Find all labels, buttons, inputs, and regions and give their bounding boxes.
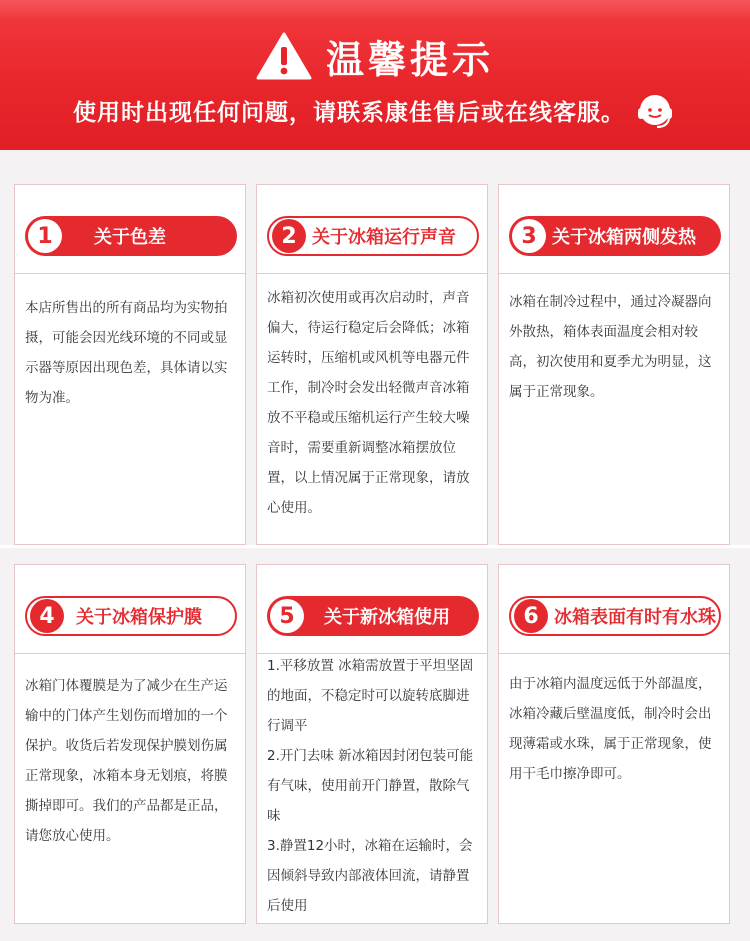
- tip-card-header: [267, 216, 479, 256]
- tip-card-body: 1.平移放置 冰箱需放置于平坦坚固的地面，不稳定时可以旋转底脚进行调平 2.开门去味 新冰箱因封闭包装可能有气味，使用前开门静置，散除气味 3.静置12小时，冰箱在运输时，会因倾斜导致内部液体回流，请静置后使用: [267, 658, 474, 914]
- warning-triangle-icon: [256, 32, 312, 80]
- tip-card-side-heat: [498, 184, 730, 545]
- tip-card-title: 关于冰箱保护膜: [76, 607, 202, 628]
- tip-number-badge: 3: [512, 219, 546, 253]
- banner-subtitle-row: [0, 88, 750, 132]
- tip-number-badge: 1: [28, 219, 62, 253]
- tip-card-header: [25, 216, 237, 256]
- header-banner: [0, 0, 750, 150]
- page-title: 温馨提示: [325, 37, 494, 82]
- tip-card-new-fridge-use: [256, 564, 488, 924]
- tip-number-badge: 2: [272, 219, 306, 253]
- tip-card-body: 冰箱门体覆膜是为了减少在生产运输中的门体产生划伤而增加的一个保护。收货后若发现保护膜划伤属正常现象，冰箱本身无划痕，将膜撕掉即可。我们的产品都是正品，请您放心使用。: [25, 678, 228, 844]
- tip-card-body: 本店所售出的所有商品均为实物拍摄，可能会因光线环境的不同或显示器等原因出现色差，具体请以实物为准。: [25, 300, 228, 406]
- tip-card-body: 冰箱初次使用或再次启动时，声音偏大，待运行稳定后会降低；冰箱运转时，压缩机或风机等电器元件工作，制冷时会发出轻微声音冰箱放不平稳或压缩机运行产生较大噪音时，需要重新调整冰箱摆放位置，以上情况属于正常现象，请放心使用。: [267, 290, 470, 516]
- tip-card-header: [25, 596, 237, 636]
- customer-service-headset-icon: [633, 88, 677, 132]
- tip-card-header: [267, 596, 479, 636]
- card-divider: [499, 273, 729, 274]
- card-divider: [15, 273, 245, 274]
- tip-card-surface-water: [498, 564, 730, 924]
- tip-card-title: 关于冰箱运行声音: [312, 227, 456, 248]
- page-subtitle: 使用时出现任何问题，请联系康佳售后或在线客服。: [73, 99, 625, 126]
- tip-number-badge: 4: [30, 599, 64, 633]
- tip-card-running-noise: [256, 184, 488, 545]
- tip-card-title: 冰箱表面有时有水珠: [554, 607, 716, 628]
- tip-card-body: 由于冰箱内温度远低于外部温度，冰箱冷藏后壁温度低，制冷时会出现薄霜或水珠，属于正常现象，使用干毛巾擦净即可。: [509, 676, 712, 782]
- tip-card-header: [509, 216, 721, 256]
- tip-card-title: 关于色差: [94, 227, 166, 248]
- tip-card-title: 关于新冰箱使用: [324, 607, 450, 628]
- card-divider: [15, 653, 245, 654]
- tip-card-protective-film: [14, 564, 246, 924]
- card-divider: [257, 273, 487, 274]
- tip-card-color-difference: [14, 184, 246, 545]
- tip-number-badge: 5: [270, 599, 304, 633]
- tip-card-header: [509, 596, 721, 636]
- tip-number-badge: 6: [514, 599, 548, 633]
- banner-title-row: [0, 28, 750, 84]
- tip-card-title: 关于冰箱两侧发热: [552, 227, 696, 248]
- card-divider: [499, 653, 729, 654]
- tip-card-body: 冰箱在制冷过程中，通过冷凝器向外散热，箱体表面温度会相对较高，初次使用和夏季尤为明显，这属于正常现象。: [509, 294, 712, 400]
- banner-highlight: [0, 0, 750, 20]
